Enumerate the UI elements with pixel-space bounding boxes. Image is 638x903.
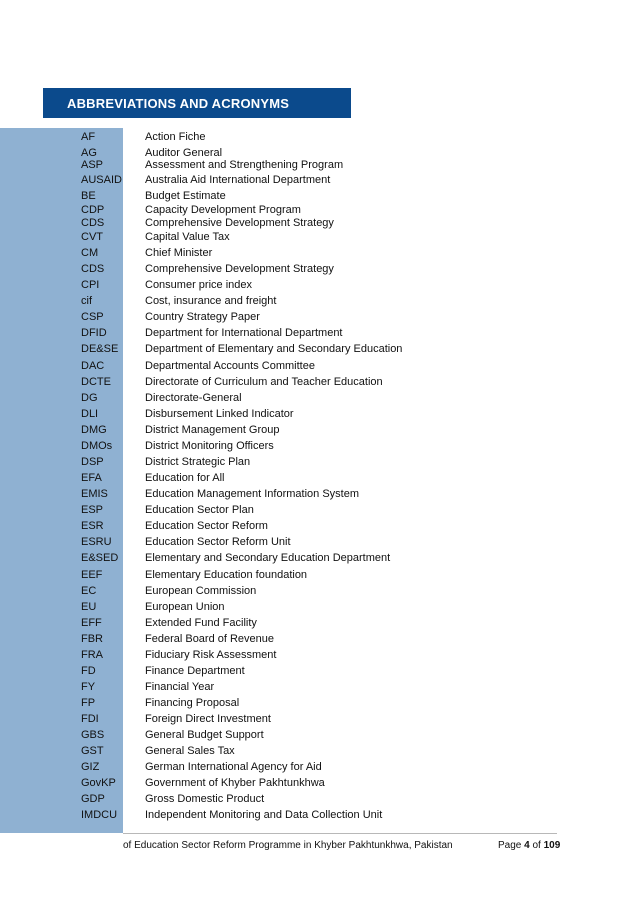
abbreviation-code: EMIS: [81, 488, 108, 500]
abbreviation-row: [0, 391, 620, 405]
abbreviation-definition: General Budget Support: [145, 729, 264, 741]
abbreviation-definition: Gross Domestic Product: [145, 793, 265, 805]
abbreviation-row: [0, 262, 620, 276]
abbreviation-row: [0, 632, 620, 646]
abbreviation-definition: District Strategic Plan: [145, 456, 251, 468]
abbreviation-definition: Elementary and Secondary Education Department: [145, 552, 391, 564]
abbreviation-definition: Country Strategy Paper: [145, 311, 260, 323]
abbreviation-row: [0, 712, 620, 726]
abbreviation-row: [0, 173, 620, 187]
page-total: 109: [543, 840, 561, 851]
abbreviation-code: EC: [81, 585, 97, 597]
abbreviation-code: DLI: [81, 408, 99, 420]
abbreviation-row: [0, 664, 620, 678]
abbreviation-code: DMG: [81, 424, 107, 436]
abbreviation-code: CPI: [81, 279, 100, 291]
abbreviation-row: [0, 310, 620, 324]
abbreviation-definition: Education Sector Reform: [145, 520, 268, 532]
abbreviation-row: [0, 776, 620, 790]
abbreviation-row: [0, 616, 620, 630]
abbreviation-code: AF: [81, 131, 96, 143]
abbreviation-row: [0, 648, 620, 662]
abbreviation-row: [0, 407, 620, 421]
abbreviation-row: [0, 278, 620, 292]
abbreviation-row: [0, 158, 620, 172]
abbreviation-definition: Capacity Development Program: [145, 204, 301, 216]
abbreviation-code: cif: [81, 295, 92, 307]
abbreviation-code: GDP: [81, 793, 105, 805]
abbreviation-definition: Education for All: [145, 472, 225, 484]
abbreviation-code: FRA: [81, 649, 103, 661]
abbreviation-code: E&SED: [81, 552, 119, 564]
abbreviation-code: CM: [81, 247, 99, 259]
abbreviation-row: [0, 375, 620, 389]
abbreviation-definition: Elementary Education foundation: [145, 569, 308, 581]
abbreviation-definition: Extended Fund Facility: [145, 617, 257, 629]
abbreviation-code: ASP: [81, 159, 104, 171]
page-current: 4: [524, 840, 530, 851]
abbreviation-definition: Education Sector Reform Unit: [145, 536, 291, 548]
abbreviation-definition: Foreign Direct Investment: [145, 713, 271, 725]
abbreviation-definition: German International Agency for Aid: [145, 761, 322, 773]
abbreviation-definition: Disbursement Linked Indicator: [145, 408, 294, 420]
abbreviation-row: [0, 535, 620, 549]
abbreviation-definition: Financing Proposal: [145, 697, 240, 709]
abbreviation-row: [0, 294, 620, 308]
abbreviation-row: [0, 696, 620, 710]
abbreviation-row: [0, 568, 620, 582]
abbreviation-code: AUSAID: [81, 174, 122, 186]
abbreviation-definition: Comprehensive Development Strategy: [145, 263, 334, 275]
abbreviation-row: [0, 551, 620, 565]
abbreviation-code: EEF: [81, 569, 103, 581]
abbreviation-code: CDS: [81, 217, 105, 229]
abbreviation-code: DE&SE: [81, 343, 119, 355]
abbreviation-code: DMOs: [81, 440, 113, 452]
abbreviation-definition: Assessment and Strengthening Program: [145, 159, 344, 171]
abbreviation-definition: Cost, insurance and freight: [145, 295, 277, 307]
abbreviation-row: [0, 439, 620, 453]
abbreviation-definition: Department for International Department: [145, 327, 343, 339]
abbreviation-code: DCTE: [81, 376, 111, 388]
abbreviation-code: IMDCU: [81, 809, 118, 821]
page-of: of: [532, 840, 541, 851]
section-title: ABBREVIATIONS AND ACRONYMS: [67, 95, 290, 111]
abbreviation-row: [0, 130, 620, 144]
abbreviation-definition: General Sales Tax: [145, 745, 235, 757]
abbreviation-code: DG: [81, 392, 98, 404]
abbreviation-code: CSP: [81, 311, 104, 323]
abbreviation-definition: District Monitoring Officers: [145, 440, 274, 452]
abbreviation-code: FP: [81, 697, 96, 709]
abbreviation-code: GIZ: [81, 761, 100, 773]
abbreviation-row: [0, 423, 620, 437]
abbreviation-code: FY: [81, 681, 96, 693]
abbreviation-row: [0, 230, 620, 244]
abbreviation-code: DSP: [81, 456, 104, 468]
abbreviation-code: ESR: [81, 520, 104, 532]
abbreviation-code: ESP: [81, 504, 104, 516]
abbreviation-definition: European Union: [145, 601, 225, 613]
abbreviation-definition: Australia Aid International Department: [145, 174, 331, 186]
abbreviation-row: [0, 189, 620, 203]
abbreviation-definition: Directorate-General: [145, 392, 242, 404]
abbreviation-definition: Auditor General: [145, 147, 223, 159]
footer-document-title: of Education Sector Reform Programme in Khyber Pakhtunkhwa, Pakistan: [123, 840, 453, 851]
abbreviation-code: DFID: [81, 327, 107, 339]
abbreviation-code: FD: [81, 665, 96, 677]
abbreviation-definition: Finance Department: [145, 665, 245, 677]
abbreviation-definition: Education Management Information System: [145, 488, 360, 500]
abbreviation-code: GBS: [81, 729, 105, 741]
abbreviation-definition: Capital Value Tax: [145, 231, 230, 243]
abbreviation-row: [0, 342, 620, 356]
abbreviation-code: CDP: [81, 204, 105, 216]
abbreviation-code: ESRU: [81, 536, 112, 548]
abbreviation-row: [0, 792, 620, 806]
abbreviation-definition: Directorate of Curriculum and Teacher Education: [145, 376, 383, 388]
abbreviation-row: [0, 728, 620, 742]
abbreviation-row: [0, 326, 620, 340]
abbreviation-definition: Departmental Accounts Committee: [145, 360, 315, 372]
abbreviation-code: EU: [81, 601, 97, 613]
abbreviation-row: [0, 744, 620, 758]
abbreviation-row: [0, 471, 620, 485]
abbreviation-code: FBR: [81, 633, 103, 645]
abbreviation-row: [0, 359, 620, 373]
abbreviation-code: FDI: [81, 713, 99, 725]
abbreviation-definition: District Management Group: [145, 424, 280, 436]
abbreviation-code: BE: [81, 190, 96, 202]
abbreviation-definition: Government of Khyber Pakhtunkhwa: [145, 777, 325, 789]
abbreviation-definition: Federal Board of Revenue: [145, 633, 275, 645]
abbreviation-row: [0, 760, 620, 774]
abbreviation-definition: Consumer price index: [145, 279, 252, 291]
abbreviation-definition: Comprehensive Development Strategy: [145, 217, 334, 229]
abbreviation-definition: Independent Monitoring and Data Collection Unit: [145, 809, 383, 821]
abbreviation-row: [0, 600, 620, 614]
abbreviation-definition: European Commission: [145, 585, 257, 597]
abbreviation-row: [0, 455, 620, 469]
abbreviation-code: CVT: [81, 231, 103, 243]
abbreviation-code: CDS: [81, 263, 105, 275]
abbreviation-row: [0, 216, 620, 230]
abbreviation-definition: Fiduciary Risk Assessment: [145, 649, 277, 661]
abbreviation-definition: Chief Minister: [145, 247, 213, 259]
abbreviation-definition: Department of Elementary and Secondary Education: [145, 343, 403, 355]
abbreviation-definition: Action Fiche: [145, 131, 206, 143]
abbreviation-code: EFA: [81, 472, 102, 484]
abbreviation-row: [0, 246, 620, 260]
footer-divider: [123, 833, 557, 834]
abbreviation-definition: Budget Estimate: [145, 190, 226, 202]
abbreviation-row: [0, 203, 620, 217]
abbreviation-code: GST: [81, 745, 104, 757]
abbreviation-row: [0, 487, 620, 501]
abbreviation-row: [0, 519, 620, 533]
page-prefix: Page: [498, 840, 522, 851]
abbreviation-definition: Financial Year: [145, 681, 215, 693]
abbreviation-row: [0, 503, 620, 517]
abbreviation-code: EFF: [81, 617, 102, 629]
abbreviation-row: [0, 680, 620, 694]
abbreviation-row: [0, 584, 620, 598]
abbreviation-code: AG: [81, 147, 97, 159]
footer-page-number: [498, 840, 560, 851]
abbreviation-code: GovKP: [81, 777, 116, 789]
abbreviation-definition: Education Sector Plan: [145, 504, 254, 516]
abbreviation-code: DAC: [81, 360, 105, 372]
abbreviation-row: [0, 808, 620, 822]
